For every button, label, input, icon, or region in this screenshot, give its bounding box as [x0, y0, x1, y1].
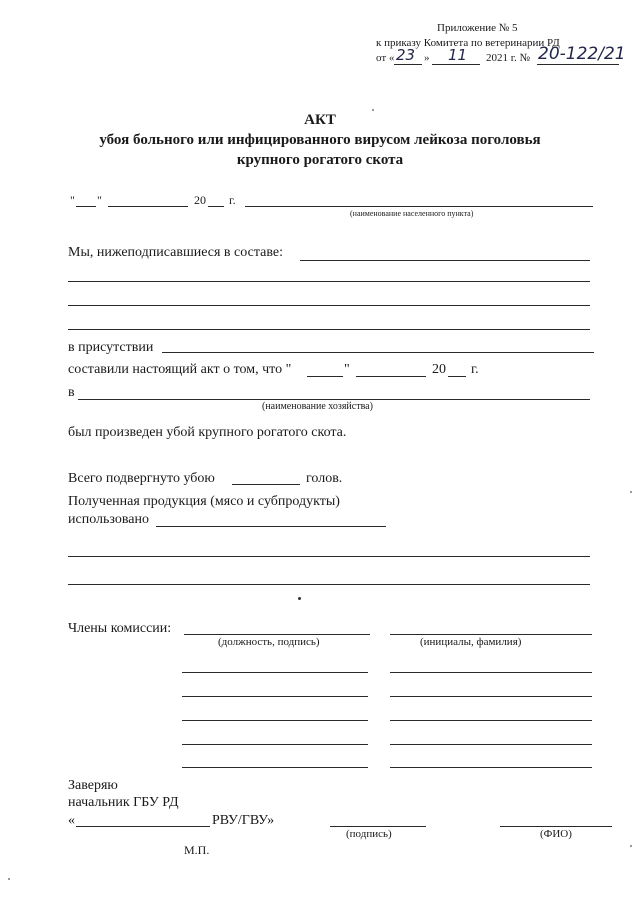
order-month-handwritten: 11 — [448, 46, 468, 64]
order-date-mid: » — [424, 52, 430, 64]
farm-line — [78, 399, 590, 400]
commission-position-line-5 — [182, 744, 368, 745]
act-day-line — [307, 376, 343, 377]
commission-name-line-6 — [390, 767, 592, 768]
commission-name-line-1 — [390, 634, 592, 635]
products-used-line — [156, 526, 386, 527]
commission-position-line-4 — [182, 720, 368, 721]
commission-name-line-3 — [390, 696, 592, 697]
products-line-2 — [68, 556, 590, 557]
act-month-line — [356, 376, 426, 377]
order-year: 2021 г. № — [486, 52, 531, 64]
act-year-suffix: г. — [471, 362, 479, 377]
farm-caption: (наименование хозяйства) — [262, 401, 373, 412]
settlement-line — [245, 206, 593, 207]
date-year-line — [208, 206, 224, 207]
commission-position-line-6 — [182, 767, 368, 768]
certify-signature-caption: (подпись) — [346, 828, 392, 840]
scan-speck — [630, 845, 632, 847]
act-title: АКТ — [304, 112, 336, 128]
commission-position-line-2 — [182, 672, 368, 673]
certify-position: начальник ГБУ РД — [68, 795, 179, 810]
certify-label: Заверяю — [68, 778, 118, 793]
certify-org-suffix: РВУ/ГВУ» — [212, 813, 275, 828]
date-year-prefix: 20 — [194, 193, 206, 207]
products-used-label: использовано — [68, 512, 149, 527]
total-suffix: голов. — [306, 471, 343, 486]
order-reference: к приказу Комитета по ветеринарии РД — [376, 37, 560, 49]
act-subtitle-line1: убоя больного или инфицированного вирусом лейкоза поголовья — [99, 132, 541, 148]
presence-line — [162, 352, 594, 353]
stamp-place: М.П. — [184, 843, 210, 857]
date-month-line — [108, 206, 188, 207]
commission-name-line-5 — [390, 744, 592, 745]
farm-in-label: в — [68, 385, 75, 400]
order-day-handwritten: 23 — [396, 46, 416, 64]
order-day-line — [394, 64, 422, 65]
act-year-line — [448, 376, 466, 377]
date-city-prefix: г. — [229, 193, 236, 207]
stray-dot — [298, 597, 301, 600]
order-date-prefix: от « — [376, 52, 395, 64]
appendix-number: Приложение № 5 — [437, 22, 518, 34]
date-quote-close: " — [97, 193, 102, 207]
products-label: Полученная продукция (мясо и субпродукты) — [68, 494, 340, 509]
scan-speck — [8, 878, 10, 880]
commission-position-line-1 — [184, 634, 370, 635]
total-heads-line — [232, 484, 300, 485]
composition-line-4 — [68, 329, 590, 330]
scan-speck — [372, 109, 374, 111]
scan-speck — [630, 491, 632, 493]
composition-line-1 — [300, 260, 590, 261]
composition-label: Мы, нижеподписавшиеся в составе: — [68, 245, 283, 260]
act-subtitle-line2: крупного рогатого скота — [236, 152, 404, 168]
settlement-caption: (наименование населенного пункта) — [350, 209, 474, 218]
date-quote-open: " — [70, 193, 75, 207]
act-quote-close: " — [344, 362, 350, 377]
commission-position-line-3 — [182, 696, 368, 697]
commission-position-caption: (должность, подпись) — [218, 636, 320, 648]
commission-name-line-2 — [390, 672, 592, 673]
commission-name-caption: (инициалы, фамилия) — [420, 636, 522, 648]
commission-name-line-4 — [390, 720, 592, 721]
presence-label: в присутствии — [68, 340, 154, 355]
order-month-line — [432, 64, 480, 65]
certify-fio-caption: (ФИО) — [540, 828, 572, 840]
order-number-line — [537, 64, 619, 65]
order-number-handwritten: 20-122/21 — [538, 44, 626, 64]
certify-org-line — [76, 826, 210, 827]
certify-fio-line — [500, 826, 612, 827]
products-line-3 — [68, 584, 590, 585]
act-year-prefix: 20 — [432, 362, 446, 377]
date-day-line — [76, 206, 96, 207]
total-label: Всего подвергнуто убою — [68, 471, 215, 486]
act-statement-prefix: составили настоящий акт о том, что " — [68, 362, 292, 377]
certify-signature-line — [330, 826, 426, 827]
slaughter-statement: был произведен убой крупного рогатого скота. — [68, 425, 347, 440]
composition-line-2 — [68, 281, 590, 282]
certify-quote-open: « — [68, 813, 75, 828]
composition-line-3 — [68, 305, 590, 306]
commission-label: Члены комиссии: — [68, 621, 172, 636]
